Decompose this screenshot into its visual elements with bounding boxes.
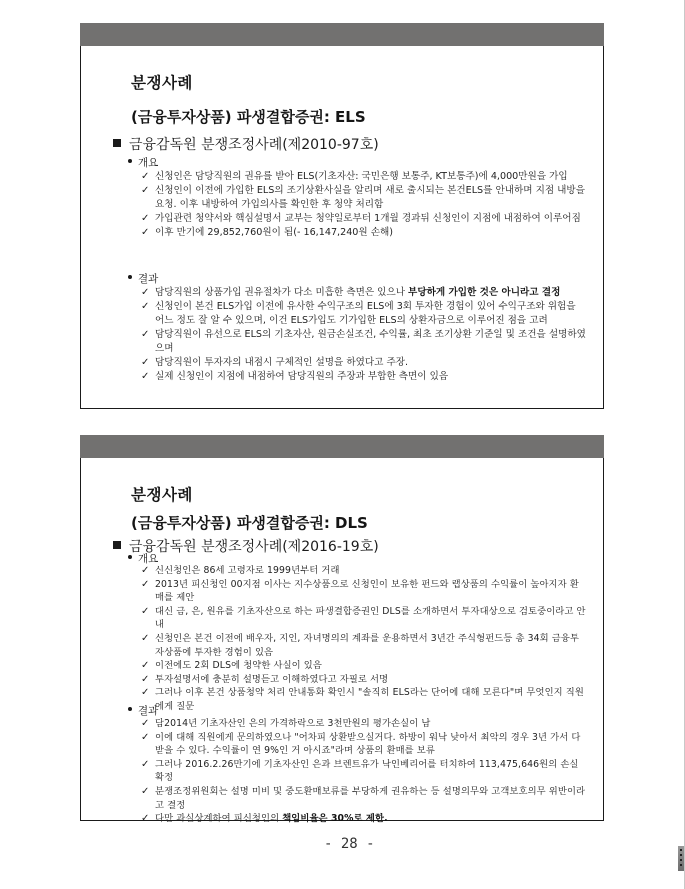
check-mark-icon: ✓ [141,660,150,672]
check-mark-icon: ✓ [141,673,150,685]
check-mark-icon: ✓ [141,171,150,182]
list-item [141,632,587,659]
item-text: 담당직원이 유선으로 ELS의 기초자산, 원금손실조건, 수익률, 최초 조기상환 기준일 및 조건을 설명하였으며 [155,329,586,354]
overview-list [141,170,587,240]
item-emphasis: 부당하게 가입한 것은 아니라고 결정 [408,287,561,298]
item-text: 그러나 2016.2.26만기에 기초자산인 은과 브렌트유가 낙인베리어를 터치하여 113,475,646원의 손실 확정 [155,758,579,784]
list-item [141,785,587,812]
list-item [141,212,587,226]
item-text: 그러나 이후 본건 상품청약 처리 안내통화 확인시 "솔직히 ELS라는 단어에 대해 모른다"며 무엇인지 직원에게 질문 [155,687,584,712]
list-item [141,812,587,826]
slide-els [80,23,604,409]
list-item [141,356,587,370]
list-item [141,578,587,605]
list-item [141,673,587,687]
check-mark-icon: ✓ [141,301,150,312]
section-label: 개요 [138,157,159,169]
section-label: 개요 [138,553,159,565]
slide-title: 분쟁사례 [131,74,193,92]
slide-dls [80,435,604,825]
page-number: - 28 - [324,836,375,852]
slide-header-bar [80,23,604,46]
list-item [141,170,587,184]
slide-title: 분쟁사례 [131,486,193,504]
list-item [141,717,587,731]
item-text: 실제 신청인이 지점에 내점하여 담당직원의 주장과 부합한 측면이 있음 [155,371,449,382]
section-label: 결과 [138,273,159,285]
item-text: 2013년 피신청인 00지점 이사는 지수상품으로 신청인이 보유한 펀드와 랩상품의 수익률이 높아지자 환매를 제안 [155,578,579,604]
list-item [141,605,587,632]
check-mark-icon: ✓ [141,813,150,825]
item-text: 담당직원이 투자자의 내점시 구체적인 설명을 하였다고 주장. [155,357,409,368]
check-mark-icon: ✓ [141,357,150,368]
slide-subtitle: (금융투자상품) 파생결합증권: DLS [131,514,368,532]
item-text: 신청인은 담당직원의 권유를 받아 ELS(기초자산: 국민은행 보통주, KT보통주)에 4,000만원을 가입 [155,171,568,182]
check-mark-icon: ✓ [141,731,150,743]
item-text: 투자설명서에 충분히 설명듣고 이해하였다고 자필로 서명 [155,673,389,685]
slide-subtitle: (금융투자상품) 파생결합증권: ELS [131,108,366,126]
overview-list [141,564,587,714]
list-item [141,286,587,300]
dot-bullet-icon [128,555,132,559]
check-mark-icon: ✓ [141,718,150,729]
check-mark-icon: ✓ [141,185,150,196]
list-item [141,370,587,384]
check-mark-icon: ✓ [141,227,150,238]
check-mark-icon: ✓ [141,371,150,382]
square-bullet-icon [113,541,121,549]
list-item [141,758,587,785]
check-mark-icon: ✓ [141,758,150,770]
check-mark-icon: ✓ [141,213,150,224]
item-emphasis: 책임비율은 30%로 제한. [282,813,388,825]
check-mark-icon: ✓ [141,565,150,576]
item-text: 신청인은 본건 이전에 배우자, 지인, 자녀명의의 계좌를 운용하면서 3년간 주식형펀드등 총 34회 금융투자상품에 투자한 경험이 있음 [155,632,580,658]
item-text: 신신청인은 86세 고령자로 1999년부터 거래 [155,565,340,576]
check-mark-icon: ✓ [141,287,150,298]
case-reference-text: 금융감독원 분쟁조정사례(제2016-19호) [129,539,379,555]
scrollbar-thumb[interactable] [678,846,684,871]
check-mark-icon: ✓ [141,687,150,699]
section-result [128,271,158,286]
slide-header-bar [80,435,604,458]
square-bullet-icon [113,139,121,147]
list-item [141,686,587,713]
list-item [141,731,587,758]
check-mark-icon: ✓ [141,605,150,617]
check-mark-icon: ✓ [141,785,150,797]
check-mark-icon: ✓ [141,632,150,644]
section-result [128,703,158,718]
list-item [141,564,587,578]
dot-bullet-icon [128,159,132,163]
check-mark-icon: ✓ [141,578,150,590]
item-text: 신청인이 본건 ELS가입 이전에 유사한 수익구조의 ELS에 3회 투자한 경험이 있어 수익구조와 위험을 어느 정도 잘 알 수 있으며, 이건 ELS가입도 기가입한 ELS의 상환자금으로 이루어진 점을 고려 [155,301,576,326]
list-item [141,226,587,240]
case-reference-text: 금융감독원 분쟁조정사례(제2010-97호) [129,137,379,153]
item-text: 대신 금, 은, 원유를 기초자산으로 하는 파생결합증권인 DLS를 소개하면서 투자대상으로 검토중이라고 안내 [155,605,586,631]
section-overview [128,155,158,170]
item-text: 이후 만기에 29,852,760원이 됨(- 16,147,240원 손해) [155,227,393,238]
dot-bullet-icon [128,275,132,279]
item-text: 이전에도 2회 DLS에 청약한 사실이 있음 [155,660,322,672]
list-item [141,659,587,673]
case-reference [113,134,379,154]
section-label: 결과 [138,705,159,717]
check-mark-icon: ✓ [141,329,150,340]
list-item [141,300,587,328]
result-list [141,717,587,826]
item-text: 담2014년 기초자산인 은의 가격하락으로 3천만원의 평가손실이 남 [155,718,431,729]
item-text: 다만 과실상계하여 피신청인의 [155,813,283,825]
list-item [141,328,587,356]
dot-bullet-icon [128,707,132,711]
item-text: 이에 대해 직원에게 문의하였으나 "어차피 상환받으실거다. 하방이 워낙 낮아서 최악의 경우 3년 가서 다 받을 수 있다. 수익률이 연 9%인 거 아시죠"라며 상품의 환매를 보류 [155,731,581,757]
item-text: 담당직원의 상품가입 권유절차가 다소 미흡한 측면은 있으나 [155,287,409,298]
result-list [141,286,587,384]
list-item [141,184,587,212]
item-text: 분쟁조정위원회는 설명 미비 및 중도환매보류를 부당하게 권유하는 등 설명의무와 고객보호의무 위반이라고 결정 [155,785,586,811]
item-text: 신청인이 이전에 가입한 ELS의 조기상환사실을 알리며 새로 출시되는 본건ELS를 안내하며 지점 내방을 요청. 이후 내방하여 가입의사를 확인한 후 청약 처리함 [155,185,585,210]
item-text: 가입관련 청약서와 핵심설명서 교부는 청약일로부터 1개월 경과뒤 신청인이 지점에 내점하여 이루어짐 [155,213,581,224]
